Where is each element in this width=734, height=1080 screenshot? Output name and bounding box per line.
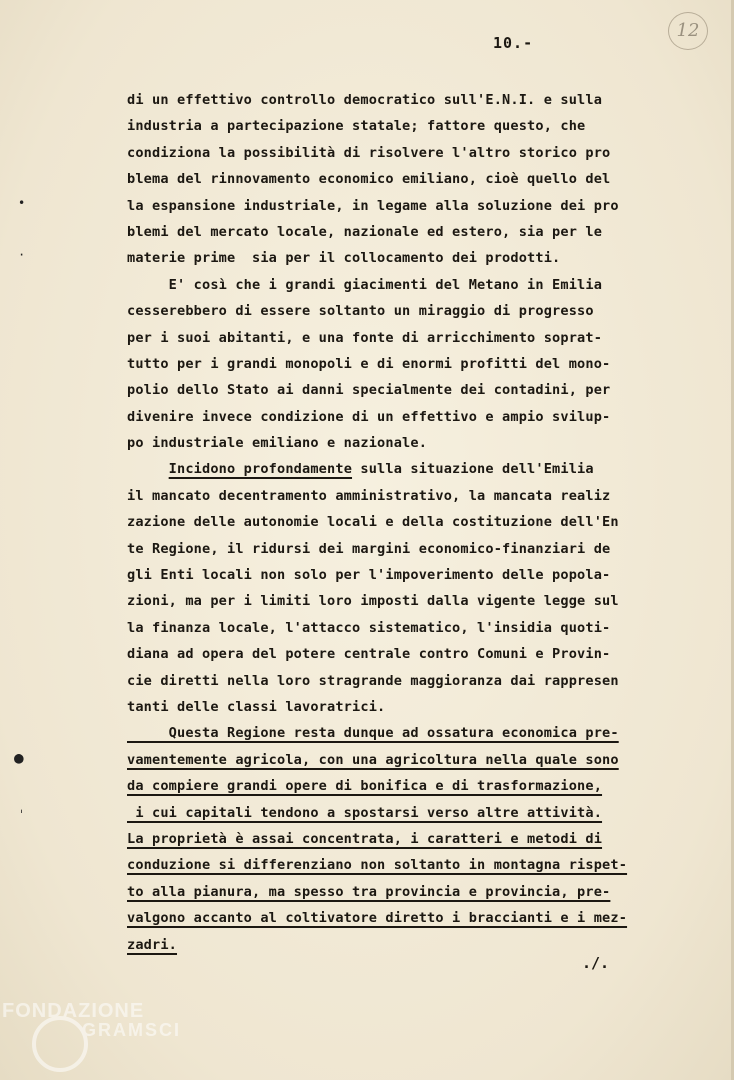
typed-body (127, 87, 687, 958)
text-line: polio dello Stato ai danni specialmente dei contadini, per (127, 382, 611, 399)
text-line: la finanza locale, l'attacco sistematico, l'insidia quoti- (127, 619, 611, 636)
text-line-underlined: to alla pianura, ma spesso tra provincia e provincia, pre- (127, 883, 611, 900)
text-line: per i suoi abitanti, e una fonte di arricchimento soprat- (127, 329, 603, 346)
text-line: Incidono profondamente sulla situazione dell'Emilia (168, 461, 594, 478)
text-line: blema del rinnovamento economico emiliano, cioè quello del (127, 171, 611, 188)
text-line: E' così che i grandi giacimenti del Metano in Emilia (127, 276, 603, 293)
watermark-circle-icon (32, 1016, 88, 1072)
archive-watermark-logo (2, 998, 202, 1076)
underlined-lead: Incidono profondamente (168, 461, 353, 478)
text-line: tanti delle classi lavoratrici. (127, 698, 386, 715)
watermark-text: GRAMSCI (82, 1020, 181, 1040)
watermark-text: FONDAZIONE (2, 1000, 145, 1022)
page-number: 10.- (493, 34, 534, 52)
text-line: condiziona la possibilità di risolvere l'altro storico pro (127, 144, 611, 161)
text-line: di un effettivo controllo democratico sull'E.N.I. e sulla (127, 92, 603, 108)
continuation-mark: ./. (582, 954, 610, 972)
text-line: zioni, ma per i limiti loro imposti dalla vigente legge sul (127, 593, 619, 610)
text-line: gli Enti locali non solo per l'impoverimento delle popola- (127, 567, 611, 584)
text-line-underlined: i cui capitali tendono a spostarsi verso altre attività. (127, 804, 603, 821)
text-line: cie diretti nella loro stragrande maggioranza dai rappresen (127, 672, 619, 689)
text-line: materie prime sia per il collocamento dei prodotti. (127, 250, 561, 267)
text-line-underlined: valgono accanto al coltivatore diretto i braccianti e i mez- (127, 910, 628, 927)
text-line: po industriale emiliano e nazionale. (127, 435, 428, 452)
text-line: il mancato decentramento amministrativo, la mancata realiz (127, 487, 611, 504)
text-line: la espansione industriale, in legame alla soluzione dei pro (127, 197, 619, 214)
text-line: cesserebbero di essere soltanto un miraggio di progresso (127, 303, 594, 320)
text-line: divenire invece condizione di un effettivo e ampio svilup- (127, 408, 611, 425)
text-line-underlined: La proprietà è assai concentrata, i caratteri e metodi di (127, 830, 603, 847)
text-line: tutto per i grandi monopoli e di enormi profitti del mono- (127, 355, 611, 372)
text-line: zazione delle autonomie locali e della costituzione dell'En (127, 514, 619, 531)
text-line-underlined: da compiere grandi opere di bonifica e di trasformazione, (127, 778, 603, 795)
archive-number-stamp: 12 (668, 12, 708, 50)
text-line-underlined: Questa Regione resta dunque ad ossatura economica pre- (127, 725, 619, 742)
text-line-underlined: conduzione si differenziano non soltanto in montagna rispet- (127, 857, 628, 874)
margin-dot-icon: ● (14, 748, 24, 767)
text-line: te Regione, il ridursi dei margini economico-finanziari de (127, 540, 611, 557)
margin-dot-icon: · (18, 248, 26, 262)
text-line-underlined: vamentemente agricola, con una agricoltura nella quale sono (127, 751, 619, 768)
text-line: industria a partecipazione statale; fattore questo, che (127, 118, 586, 135)
margin-dot-icon: ˌ (18, 800, 26, 814)
text-line: diana ad opera del potere centrale contro Comuni e Provin- (127, 646, 611, 663)
margin-dot-icon: • (18, 196, 26, 210)
text-line: blemi del mercato locale, nazionale ed estero, sia per le (127, 223, 603, 240)
text-line-underlined: zadri. (127, 936, 178, 953)
